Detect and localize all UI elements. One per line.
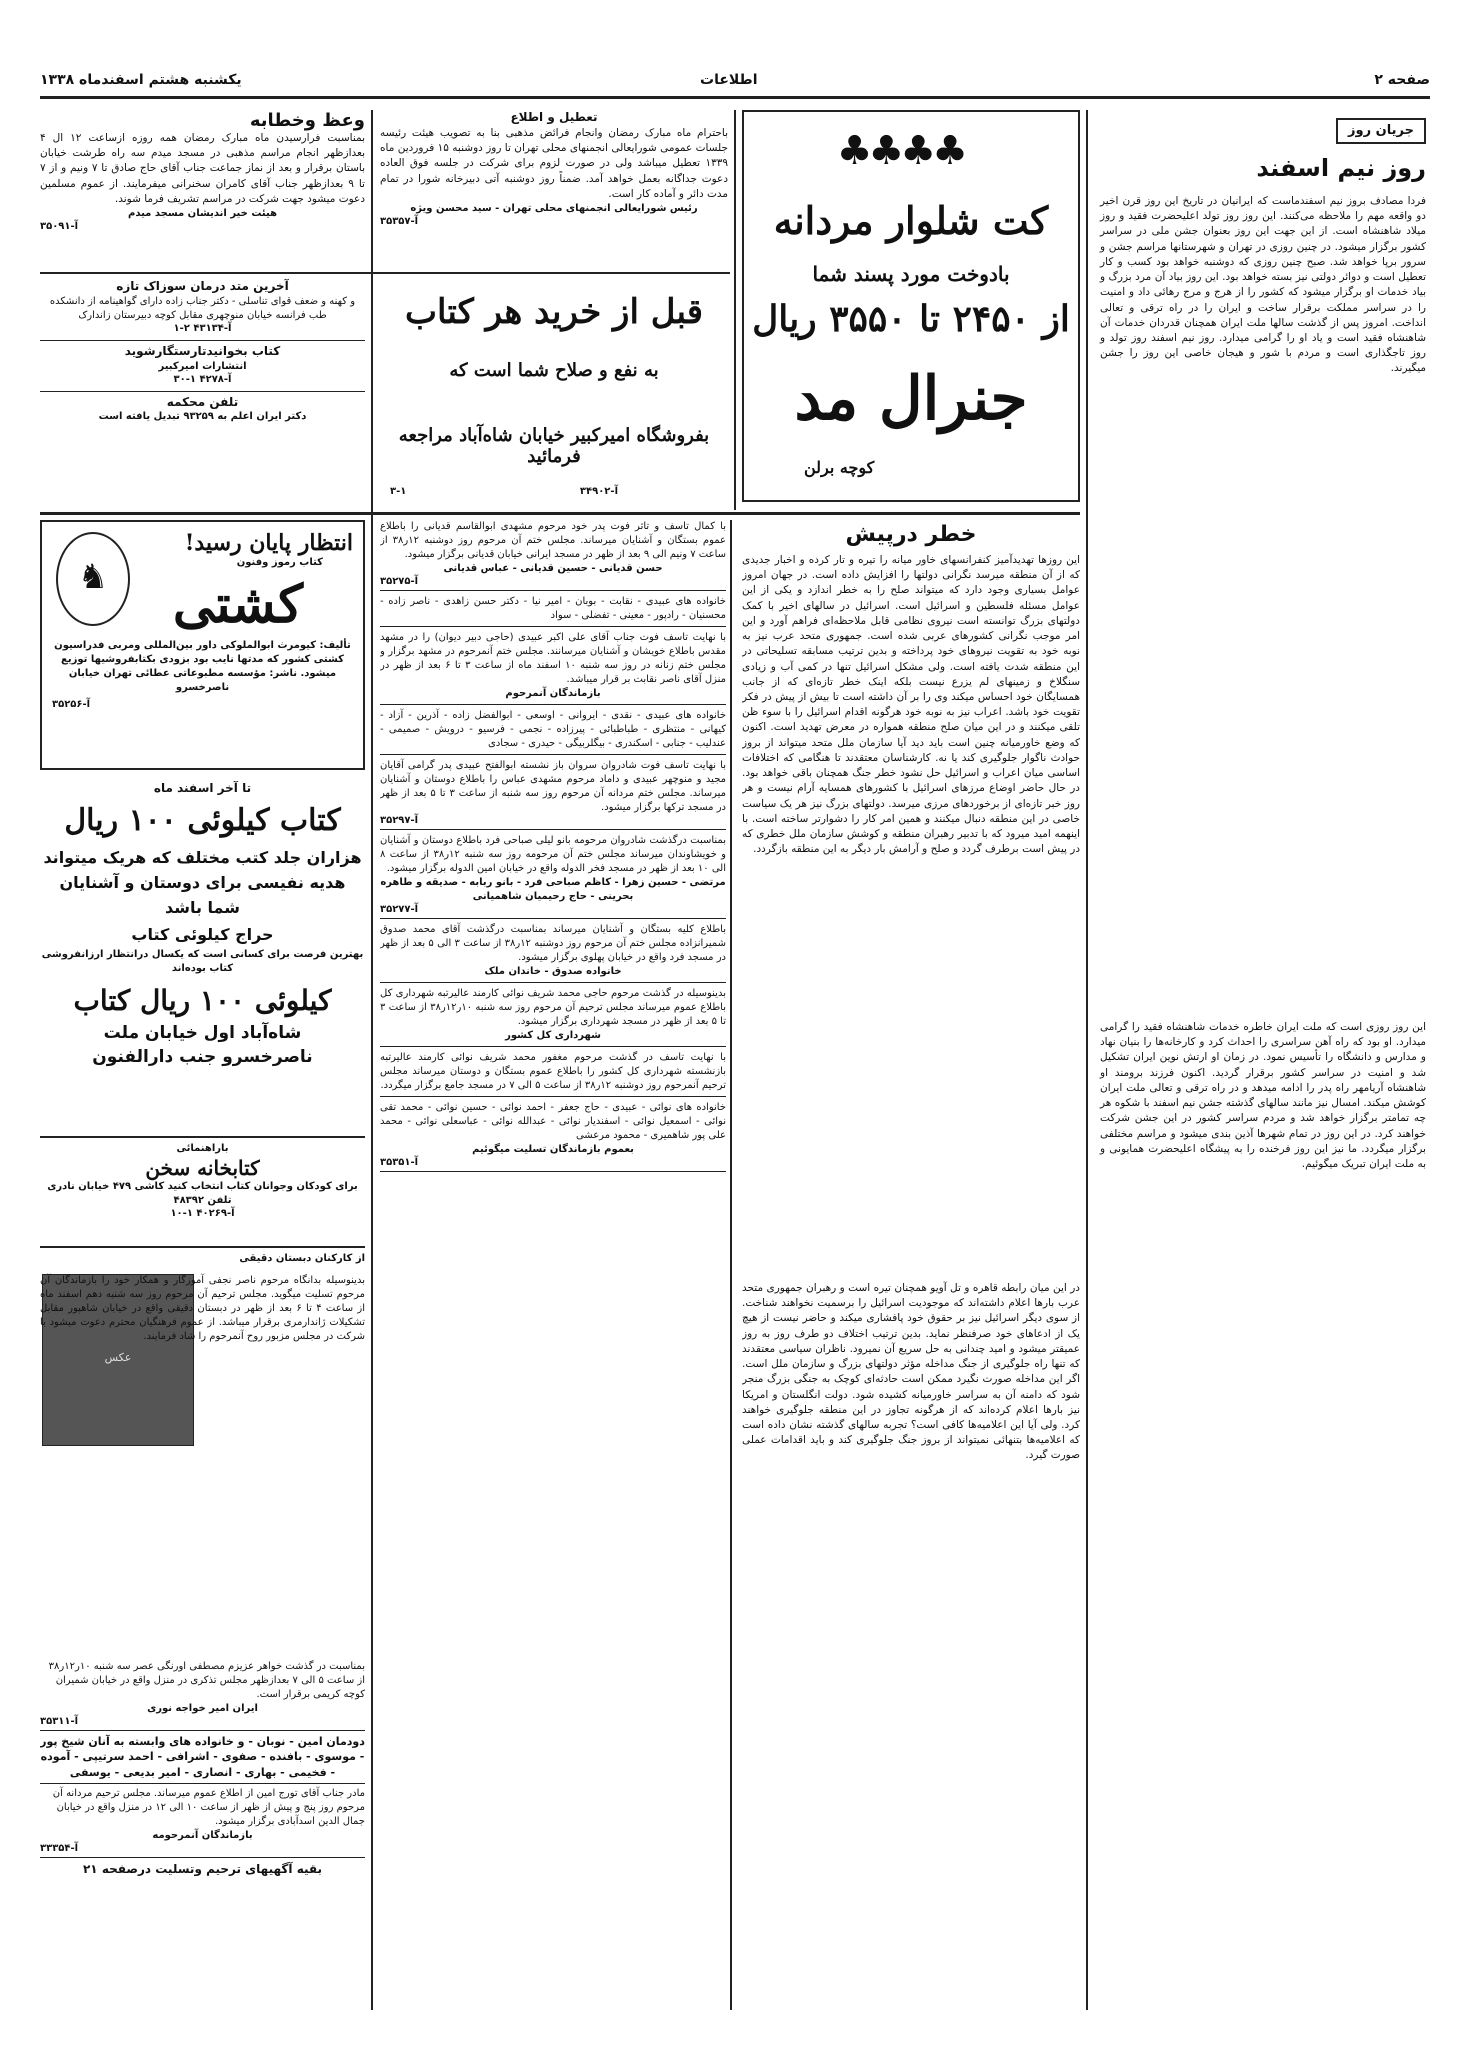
small-ad-code: آ-۴۳۱۳۴ ۲-۱ — [173, 322, 232, 334]
header-rule — [40, 96, 1430, 99]
notice-code: آ-۳۳۳۵۴ — [40, 1843, 79, 1855]
small-ad-title: آخرین متد درمان سوزاک تازه — [116, 279, 289, 293]
condolence-notice — [380, 923, 726, 983]
notice-ramadan — [380, 110, 728, 270]
small-ad-body: دکتر ایران اعلم به ۹۳۲۵۹ تبدیل یافته است — [98, 411, 307, 423]
vaaz-notice — [40, 110, 365, 270]
suit-ad — [742, 110, 1080, 502]
rule — [40, 272, 730, 274]
kilo-line4: حراج کیلوئی کتاب — [131, 924, 274, 944]
condolence-notice — [380, 520, 726, 591]
keshti-headline: انتظار پایان رسید! — [184, 530, 353, 556]
book-ad-code2: ۳-۱ — [390, 486, 407, 497]
notice — [40, 1660, 365, 1727]
notice-title: تعطیل و اطلاع — [510, 110, 598, 124]
rule — [380, 590, 726, 591]
rule — [380, 1171, 726, 1172]
sokhan-title: کتابخانه سخن — [145, 1156, 260, 1180]
small-ad-code: آ-۴۲۷۸ ۱-۳۰ — [173, 373, 232, 385]
rule — [40, 340, 365, 341]
notice-code: آ-۳۵۳۵۱ — [380, 1157, 419, 1168]
kilo-line2: هدیه نفیسی برای دوستان و آشنایان — [59, 872, 346, 892]
notice-body: باحترام ماه مبارک رمضان وانجام فرائض مذهبی بنا به تصویب هیئت رئیسه جلسات عمومی شورایعالی انجمنهای محلی تهران تا روز دوشنبه ۱۵ فروردین ماه ۱۳۳۹ تعطیل میباشد ولی در صورت لزوم برای شرکت در جلسه فوق العاده دعوت جداگانه بعمل خواهد آمد. ضمناً روز دوشنبه آتی دبیرخانه شورا در تمام مدت دائر و آماده کار است. — [380, 127, 728, 200]
rule — [380, 754, 726, 755]
suit-ad-line2: بادوخت مورد پسند شما — [812, 262, 1010, 286]
rule — [380, 704, 726, 705]
sokhan-body: برای کودکان وجوانان کتاب انتخاب کنید کاشی ۴۷۹ خیابان نادری تلفن ۴۸۳۹۲ — [47, 1181, 358, 1206]
sokhan-code: آ-۴۰۲۶۹ ۱-۱۰ — [170, 1208, 235, 1219]
kilo-addr2: ناصرخسرو جنب دارالفنون — [92, 1046, 313, 1067]
notice-sign: بعموم بازماندگان تسلیت میگوئیم — [472, 1144, 634, 1155]
kilo-small: بهترین فرصت برای کسانی است که یکسال درانتظار ارزانفروشی کتاب بوده‌اند — [41, 948, 364, 974]
notice-sign: حسن قدیانی - حسین قدیانی - عباس قدیانی — [443, 563, 663, 574]
book-ad-code: آ-۳۴۹۰۲ — [579, 486, 618, 497]
small-ad-body: انتشارات امیرکبیر — [158, 360, 247, 372]
rule — [40, 1730, 365, 1731]
condolence-notice — [380, 709, 726, 755]
book-ad-line1: قبل از خرید هر کتاب — [404, 292, 704, 332]
rule — [40, 1246, 365, 1248]
notice-code: آ-۳۵۳۵۷ — [380, 216, 419, 228]
notice-body: با نهایت تاسف فوت جناب آقای علی اکبر عبیدی (حاجی دبیر دیوان) را در مشهد مقدس باطلاع خویشان و آشنایان میرسانند. مجلس ختم آنمرحوم در مشهد برگزار و مجلس ختم زنانه در روز سه شنبه ۱۰ اسفند ماه از ساعت ۳ تا ۶ بعد از ظهر در منزل آقای ناصر نقابت بر قرار میباشد. — [380, 632, 726, 685]
issue-date: یکشنبه هشتم اسفندماه ۱۳۳۸ — [40, 72, 242, 88]
condolence-column-a — [380, 520, 726, 2010]
kilo-line3: شما باشد — [164, 897, 241, 917]
article-body-continued: در این میان رابطه قاهره و تل آویو همچنان تیره است و رهبران جمهوری متحد عرب بارها اعلام داشته‌اند که موجودیت اسرائیل را برسمیت نخواهند شناخت. از سوی دیگر اسرائیل نیز بر حقوق خود پافشاری میکند و حاضر نیست از هیچ یک از ادعاهای خود صرفنظر نماید. بدین ترتیب اختلاف دو طرف روز به روز عمیقتر میشود و امید چندانی به حل سریع آن نمیرود. ناظران سیاسی معتقدند که تنها راه جلوگیری از جنگ مداخله مؤثر دولتهای بزرگ و سازمان ملل است. اگر این مداخله صورت نگیرد ممکن است حادثه‌ای کوچک به جنگی بزرگ منجر شود که دامنه آن به سراسر خاورمیانه کشیده شود. دولت انگلستان و امریکا نیز بارها اعلام کرده‌اند که از هرگونه تجاوز در این منطقه جلوگیری خواهند کرد. ولی آیا این اعلامیه‌ها کافی است؟ تجربه سالهای گذشته نشان داده است که اعلامیه‌ها بتنهائی نمیتواند از بروز جنگ جلوگیری کند و باید اقدامات عملی صورت گیرد. — [742, 1282, 1080, 1462]
notice-body: خانواده های عبیدی - نقدی - ایروانی - اوسعی - ابوالفضل زاده - آذرین - آزاد - کیهانی - منتظری - طباطبائی - پیرزاده - نجمی - فرسیو - درویش - صمیمی - عندلیب - جنابی - اسکندری - بیگلربیگی - حیدری - سجادی — [380, 710, 726, 749]
condolence-notice — [380, 759, 726, 830]
condolence-notice — [380, 834, 726, 919]
suit-ad-brand: جنرال مد — [794, 364, 1028, 434]
notice-sign: خانواده صدوق - خاندان ملک — [484, 966, 622, 977]
small-ad-title: کتاب بخوانیدتارستگارشوید — [124, 343, 281, 358]
newspaper-name: اطلاعات — [700, 72, 758, 88]
rule — [40, 512, 1080, 515]
column-jarian-rooz — [1094, 110, 1430, 2010]
column-rule — [734, 110, 736, 510]
rule — [40, 391, 365, 392]
rule — [40, 1783, 365, 1784]
condolence-notice — [380, 987, 726, 1047]
small-ad-body: و کهنه و ضعف قوای تناسلی - دکتر جناب زاده دارای گواهینامه از دانشکده طب فرانسه خیابان منوچهری مقابل کوچه دبیرستان زاندارک — [49, 295, 356, 321]
vaaz-code: آ-۳۵۰۹۱ — [40, 221, 79, 233]
rule — [40, 1136, 365, 1138]
page-number: صفحه ۲ — [1374, 72, 1430, 88]
hanger-icon: ♣♣♣♣ — [836, 128, 964, 174]
notice-sign: ایران امیر خواجه نوری — [147, 1703, 258, 1714]
notice-code: آ-۳۵۳۱۱ — [40, 1716, 79, 1727]
condolence-notice — [380, 1051, 726, 1097]
notice-body: بمناسبت در گذشت خواهر عزیزم مصطفی اورنگی عصر سه شنبه ۱۰ر۱۲ر۳۸ از ساعت ۵ الی ۷ بعدازظهر مجلس تذکری در منزل واقع در خیابان شمیران کوچه کریمی برقرار است. — [48, 1661, 365, 1700]
kilo-top: تا آخر اسفند ماه — [153, 781, 252, 795]
suit-ad-price: از ۲۴۵۰ تا ۳۵۵۰ ریال — [752, 298, 1070, 340]
small-ad — [40, 343, 365, 385]
dagheegh-title: از کارکنان دبستان دقیقی — [239, 1253, 365, 1264]
small-ad — [40, 278, 365, 334]
article-body: فردا مصادف بروز نیم اسفندماست که ایرانیان در تاریخ این روز قرن اخیر دو واقعه مهم را ملاحظه می‌کنند. این روز روز تولد اعلیحضرت فقید و روز میلاد شاهنشاه است. از این جهت این روز بعنوان جشن ملی در سراسر کشور برگزار میشود. در چنین روزی در تهران و شهرستانها مراسم جشن و سرور برپا خواهد شد. صبح چنین روزی که دوشنبه خواهد بود کسب و کار تعطیل است و دوائر دولتی نیز بسته خواهد بود. این روز بیاد آن مرد بزرگ و بیاد خدمات او برگزار میشود که کشور را از هرج و مرج رهائی داد و امنیت را در سراسر مملکت برقرار ساخت و ایران را در راه ترقی و تعالی انداخت. امروز پس از گذشت سالها ملت ایران همچنان قدردان خدمات آن شاهنشاه فقید است و یاد او را گرامی میدارد. روز نیم اسفند روز تولد و روز تاجگذاری است و مردم با شور و هیجان خاصی این روز را جشن میگیرند. — [1100, 195, 1426, 375]
suit-ad-line1: کت شلوار مردانه — [773, 198, 1049, 243]
article-title: روز نیم اسفند — [1256, 154, 1426, 182]
kilo-title: کتاب کیلوئی ۱۰۰ ریال — [64, 802, 341, 838]
condolence-notice — [380, 1101, 726, 1172]
notice — [40, 1734, 365, 1780]
keshti-title: کشتی — [172, 574, 303, 635]
book-ad-line3: بفروشگاه امیرکبیر خیابان شاه‌آباد مراجعه فرمائید — [398, 425, 710, 467]
continued-note: بقیه آگهیهای ترحیم وتسلیت درصفحه ۲۱ — [82, 1862, 323, 1877]
notice-body: خانواده های عبیدی - نقابت - بوبان - امیر نیا - دکتر حسن زاهدی - ناصر زاده - محسنیان - رادپور - معینی - تفضلی - سواد — [380, 596, 726, 621]
dagheegh-body: بدینوسیله بدانگاه مرحوم ناصر نجفی آموزگار و همکار خود را بازماندگان آن مرحوم تسلیت میگوید. مجلس ترحیم آن مرحوم روز سه شنبه دهم اسفند ماه از ساعت ۴ تا ۶ بعد از ظهر در دبستان دقیقی واقع در خیابان شاهپور مقابل تشکیلات ژاندارمری برقرار میباشد. از عموم فرهنگیان محترم دعوت میشود با شرکت در مجلس مزبور روح آنمرحوم را شاد فرمایند. — [40, 1275, 365, 1342]
keshti-ad — [40, 520, 365, 770]
notice-code: آ-۳۵۲۷۷ — [380, 904, 419, 915]
kilo-line1: هزاران جلد کتب مختلف که هریک میتواند — [43, 847, 362, 867]
notice-body: مادر جناب آقای تورج امین از اطلاع عموم میرساند. مجلس ترحیم مردانه آن مرحوم روز پنج و پیش از ظهر از ساعت ۱۰ الی ۱۲ در منزل واقع در خیابان جمال الدین اسدآبادی برگزار میشود. — [52, 1788, 365, 1828]
rule — [40, 1857, 365, 1858]
keshti-code: آ-۳۵۲۵۶ — [52, 699, 91, 710]
wrestler-emblem-icon: ♞ — [56, 532, 130, 626]
notice-sign: رئیس شورایعالی انجمنهای محلی تهران - سید محسن ویژه — [410, 203, 698, 215]
portrait-photo-label: عکس — [104, 1351, 132, 1364]
notice-code: آ-۳۵۲۷۵ — [380, 576, 419, 587]
rule — [380, 829, 726, 830]
notice-sign: بازماندگان آنمرحومه — [152, 1830, 253, 1842]
dagheegh-notice — [40, 1252, 365, 1652]
section-label: جریان روز — [1336, 118, 1426, 144]
notice-sign: بازماندگان آنمرحوم — [505, 688, 601, 699]
article-body: این روزها تهدیدآمیز کنفرانسهای خاور میانه را تیره و تار کرده و اخبار جدیدی که از آن منطقه میرسد نگرانی دولتها را افزایش داده است. در جهان امروز عوامل بسیاری وجود دارد که میتواند صلح را به خطر اندازد و یکی از این عوامل مسئله فلسطین و اسرائیل است. اسرائیل در سالهای اخیر با کمک دولتهای بزرگ توانسته است نیروی نظامی قابل ملاحظه‌ای فراهم آورد و این امر موجب نگرانی کشورهای عربی شده است. جمهوری متحد عرب نیز به نوبه خود به تقویت نیروهای خود پرداخته و بدین ترتیب مسابقه تسلیحاتی در این منطقه شدت یافته است. ولی مشکل اسرائیل تنها در کمی آب و زیادی سنگلاخ و زمینهای لم یزرع نیست بلکه اینک خطر تازه‌ای که از جانب همسایگان خود احساس میکند وی را بر آن داشته است تا بیش از پیش در فکر تقویت خود باشد. اعراب نیز به نوبه خود هرگونه اقدام اسرائیل را با سوء ظن تلقی میکنند و در این میان صلح منطقه همواره در معرض تهدید است. اکنون که وضع خاورمیانه چنین است باید دید آیا سازمان ملل متحد میتواند از بروز حوادث ناگوار جلوگیری کند یا نه. کارشناسان معتقدند تا هنگامی که اختلافات اساسی میان اعراب و اسرائیل حل نشود خطر جنگ همچنان باقی خواهد بود. در حال حاضر اوضاع مرزهای اسرائیل با کشورهای همسایه آرام نیست و هر روز خبر تازه‌ای از برخوردهای مرزی میرسد. دولتهای بزرگ نیز هر یک سیاست خاصی در این منطقه دنبال میکنند و همین امر کار را دشوارتر ساخته است. با اینهمه امید میرود که با تدبیر رهبران منطقه و کوشش سازمان ملل خطری که در پیش است برطرف گردد و صلح و آرامش بار دیگر به این منطقه بازگردد. — [742, 554, 1080, 856]
rule — [380, 626, 726, 627]
notice-body: خانواده های نوائی - عبیدی - حاج جعفر - احمد نوائی - حسین نوائی - محمد تقی نوائی - اسمعیل نوائی - اسفندیار نوائی - عبدالله نوائی - عباسعلی نوائی - محمد علی پور شاهمیری - محمود مرعشی — [380, 1102, 726, 1141]
small-ads — [40, 278, 365, 510]
vaaz-body: بمناسبت فرارسیدن ماه مبارک رمضان همه روزه ازساعت ۱۲ ال ۴ بعدازظهر انجام مراسم مذهبی در مسجد میدم سه راه طرشت خیابان باستان برقرار و بعد از نماز جماعت جناب آقای حاج صادق تا ۷ ونیم و از ۷ تا ۹ بعدازظهر جناب آقای کامران سخنرانی میفرمایند. از عموم مسلمین دعوت میشود جهت شرکت در مراسم تشریف فرما شوند. — [40, 132, 365, 205]
vaaz-sign: هیئت خیر اندیشان مسجد میدم — [127, 208, 278, 220]
rule — [380, 918, 726, 919]
kilo-books-ad — [40, 780, 365, 1130]
suit-ad-street: کوچه برلن — [804, 458, 875, 477]
kilo-title2: کیلوئی ۱۰۰ ریال کتاب — [73, 983, 332, 1017]
notice-body: با نهایت تاسف در گذشت مرحوم مغفور محمد شریف نوائی کارمند عالیرتبه بازنشسته شهرداری کل کشور را باطلاع عموم بستگان و دوستان میرساند مجلس ترحیم آنمرحوم روز دوشنبه ۱۲ر۳۸ از ساعت ۵ الی ۷ در مسجد جامع برگزار میگردد. — [380, 1052, 726, 1091]
amirkabir-ad — [380, 278, 728, 510]
kilo-addr1: شاه‌آباد اول خیابان ملت — [103, 1022, 302, 1043]
notice-body: دودمان امین - نوبان - و خانواده های وابسته به آنان شیخ پور - موسوی - بافنده - صفوی - اشرافی - احمد سرتیپی - آموده - فخیمی - بهاری - انصاری - امیر بدیعی - یوسفی — [40, 1735, 365, 1779]
notice-sign: شهرداری کل کشور — [505, 1030, 601, 1041]
notice-sign: مرتضی - حسین زهرا - کاظم صباحی فرد - بانو ربابه - صدیقه و طاهره بحرینی - حاج رحیمیان شاهمیانی — [380, 877, 726, 902]
khatar-article-block — [742, 520, 1080, 2000]
keshti-sub: کتاب رموز وفنون — [236, 557, 323, 568]
notice-body: با کمال تاسف و تاثر فوت پدر خود مرحوم مشهدی ابوالقاسم قدیانی را باطلاع عموم بستگان و آشنایان میرساند. مجلس ختم آن مرحوم روز دوشنبه ۱۲ر۳۸ از ساعت ۷ ونیم الی ۹ بعد از ظهر در مسجد ایرانی خیابان قدیانی برگزار میشود. — [380, 521, 726, 560]
article-body-continued: این روز روزی است که ملت ایران خاطره خدمات شاهنشاه فقید را گرامی میدارد. او بود که راه آهن سراسری را احداث کرد و کارخانه‌ها را بنیان نهاد و مدارس و دانشگاه را تأسیس نمود. در زمان او ارتش نوین ایران تشکیل شد و امنیت در سراسر کشور برقرار گردید. اکنون فرزند برومند او شاهنشاه آریامهر راه پدر را ادامه میدهد و در راه ترقی و تعالی ملت ایران کوشش میکند. امسال نیز مانند سالهای گذشته جشن نیم اسفند با شکوه هر چه تمامتر برگزار خواهد شد و مردم سراسر کشور در این جشن شرکت خواهند کرد. در این روز در تمام شهرها آذین بندی میشود و مراسم مختلفی برگزار میگردد. ما نیز این روز فرخنده را به پیشگاه اعلیحضرت همایونی و به ملت ایران تبریک میگوئیم. — [1100, 1021, 1426, 1170]
column-rule — [730, 520, 732, 2010]
rule — [380, 1046, 726, 1047]
book-ad-line2: به نفع و صلاح شما است که — [449, 360, 659, 381]
condolence-notice — [380, 631, 726, 705]
column-rule — [1086, 110, 1088, 2010]
notice-body: باطلاع کلیه بستگان و آشنایان میرساند بمناسبت درگذشت آقای محمد صدوق شمیرانزاده مجلس ختم آن مرحوم روز دوشنبه ۱۲ر۳۸ از ساعت ۳ الی ۵ بعد از ظهر در مسجد فرد واقع در خیابان پهلوی برگزار میشود. — [380, 924, 726, 963]
notice-code: آ-۳۵۲۹۷ — [380, 815, 419, 826]
column-rule — [371, 110, 373, 2010]
page-header — [40, 70, 1430, 94]
bottom-left-notices — [40, 1660, 365, 2010]
notice — [40, 1787, 365, 1854]
condolence-notice — [380, 595, 726, 627]
small-ad-title: تلفن محکمه — [166, 394, 239, 409]
sokhan-pre: باراهنمائی — [176, 1143, 229, 1154]
sokhan-ad — [40, 1142, 365, 1242]
notice-body: بدینوسیله در گذشت مرحوم حاجی محمد شریف نوائی کارمند عالیرتبه شهرداری کل باطلاع عموم میرساند مجلس ترحیم آن مرحوم روز سه شنبه ۱۰ر۱۲ر۳۸ از ساعت ۳ تا ۵ بعد از ظهر در مسجد شهرداری برگزار میشود. — [380, 988, 726, 1027]
rule — [380, 982, 726, 983]
notice-body: با نهایت تاسف فوت شادروان سروان باز نشسته ابوالفتح عبیدی پدر گرامی آقایان مجید و منوچهر عبیدی و داماد مرحوم مشهدی عباس را باطلاع دوستان و آشنایان میرساند. مجلس ختم مردانه آن مرحوم روز سه شنبه از ساعت ۳ تا ۵ بعد از ظهر در مسجد ترکها برگزار میشود. — [380, 760, 726, 813]
rule — [380, 1096, 726, 1097]
notice-body: بمناسبت درگذشت شادروان مرحومه بانو لیلی صباحی فرد باطلاع دوستان و آشنایان و خویشاوندان میرساند مجلس ختم آن مرحومه روز سه شنبه ۱۲ر۳۸ از ساعت ۸ الی ۱۰ بعد از ظهر در مسجد فخر الدوله واقع در خیابان امین الدوله برگزار میشود. — [380, 835, 726, 874]
small-ad — [40, 394, 365, 425]
article-title: خطر درپیش — [845, 522, 977, 547]
keshti-body: تألیف: کیومرث ابوالملوکی داور بین‌المللی ومربی فدراسیون کشتی کشور که مدتها نایب بود بزودی بکتابفروشیها توزیع میشود. ناشر: مؤسسه مطبوعاتی عطائی تهران خیابان ناصرخسرو — [54, 640, 351, 693]
vaaz-title: وعظ وخطابه — [249, 110, 365, 131]
